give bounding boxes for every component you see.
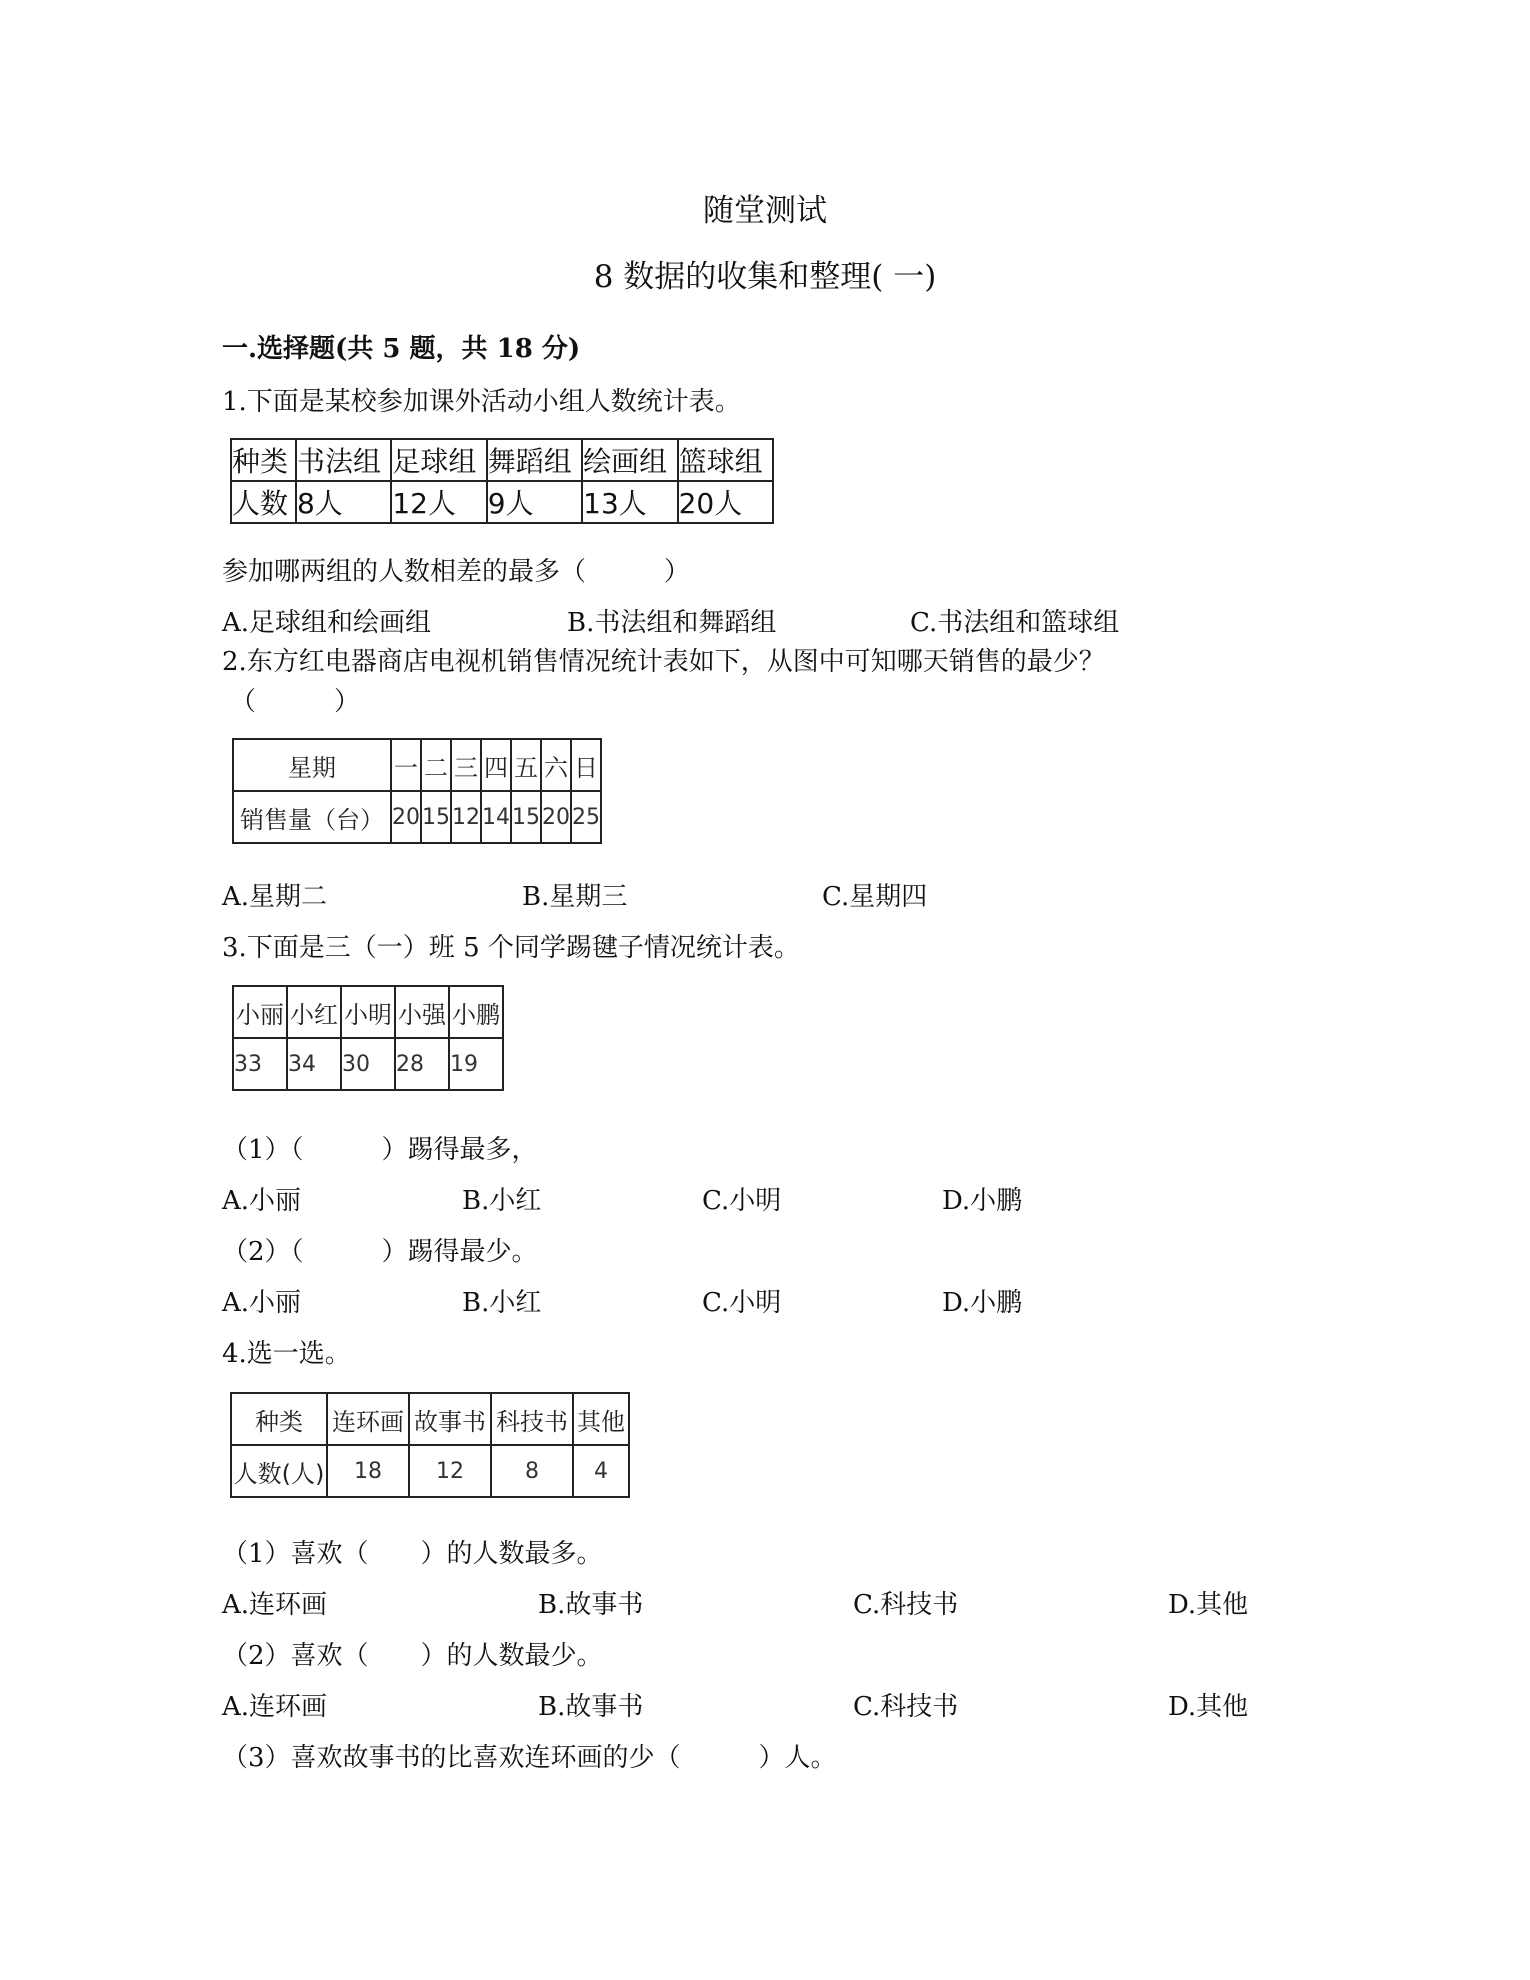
table-row [231,439,773,481]
table-row [231,1445,629,1497]
table-cell: 二 [421,739,451,791]
table-cell: 12人 [391,481,486,523]
table-cell: 28 [395,1038,449,1090]
table-cell: 种类 [231,1393,327,1445]
table-cell: 25 [571,791,601,843]
q4-stem: 4.选一选。 [222,1339,351,1369]
table-row [233,1038,503,1090]
table-cell: 舞蹈组 [487,439,582,481]
table-cell: 18 [327,1445,409,1497]
q3-sub2: （2）（ ）踢得最少。 [222,1237,538,1267]
q3-sub2-option-a: A.小丽 [222,1288,302,1318]
q1-option-b: B.书法组和舞蹈组 [567,608,777,638]
table-cell: 足球组 [391,439,486,481]
q3-sub2-option-d: D.小鹏 [942,1288,1023,1318]
table-cell: 12 [409,1445,491,1497]
table-cell: 20人 [678,481,773,523]
table-cell: 20 [541,791,571,843]
q2-stem-blank: （ ） [230,687,361,717]
table-cell: 8 [491,1445,573,1497]
table-cell: 小丽 [233,986,287,1038]
table-cell: 星期 [233,739,391,791]
q1-option-a: A.足球组和绘画组 [222,608,432,638]
table-cell: 8人 [296,481,391,523]
q4-sub2-option-d: D.其他 [1168,1692,1249,1722]
table-cell: 其他 [573,1393,629,1445]
table-cell: 连环画 [327,1393,409,1445]
q4-sub1: （1）喜欢（ ）的人数最多。 [222,1539,603,1569]
table-cell: 14 [481,791,511,843]
q3-stem: 3.下面是三（一）班 5 个同学踢毽子情况统计表。 [222,933,800,963]
table-cell: 小红 [287,986,341,1038]
table-row [231,1393,629,1445]
q4-sub1-option-d: D.其他 [1168,1590,1249,1620]
table-cell: 小鹏 [449,986,503,1038]
table-cell: 小明 [341,986,395,1038]
q2-stem: 2.东方红电器商店电视机销售情况统计表如下，从图中可知哪天销售的最少？ [222,647,1105,677]
q2-table [232,738,602,844]
table-cell: 科技书 [491,1393,573,1445]
q4-sub2-option-c: C.科技书 [853,1692,959,1722]
table-cell: 五 [511,739,541,791]
q2-option-a: A.星期二 [222,882,328,912]
table-cell: 4 [573,1445,629,1497]
q3-sub1-option-b: B.小红 [462,1186,542,1216]
table-cell: 30 [341,1038,395,1090]
table-cell: 故事书 [409,1393,491,1445]
q1-table [230,438,774,524]
table-cell: 三 [451,739,481,791]
table-cell: 六 [541,739,571,791]
q1-question: 参加哪两组的人数相差的最多（ ） [222,557,691,587]
table-cell: 15 [421,791,451,843]
q3-sub1: （1）（ ）踢得最多， [222,1135,538,1165]
table-row [233,986,503,1038]
q3-sub1-option-d: D.小鹏 [942,1186,1023,1216]
q4-sub1-option-c: C.科技书 [853,1590,959,1620]
table-row [233,791,601,843]
table-cell: 13人 [582,481,677,523]
q4-sub2: （2）喜欢（ ）的人数最少。 [222,1641,603,1671]
q2-option-c: C.星期四 [822,882,928,912]
table-cell: 人数(人) [231,1445,327,1497]
table-cell: 销售量（台） [233,791,391,843]
table-cell: 一 [391,739,421,791]
table-cell: 书法组 [296,439,391,481]
q3-table [232,985,504,1091]
table-cell: 人数 [231,481,296,523]
table-cell: 15 [511,791,541,843]
q3-sub2-option-b: B.小红 [462,1288,542,1318]
page-subtitle: 8 数据的收集和整理( 一) [593,259,937,295]
q1-stem: 1.下面是某校参加课外活动小组人数统计表。 [222,387,741,417]
q2-option-b: B.星期三 [522,882,628,912]
table-cell: 篮球组 [678,439,773,481]
q4-sub3: （3）喜欢故事书的比喜欢连环画的少（ ）人。 [222,1743,837,1773]
section-heading: 一.选择题(共 5 题，共 18 分) [222,334,581,364]
q3-sub1-option-a: A.小丽 [222,1186,302,1216]
q4-sub2-option-a: A.连环画 [222,1692,328,1722]
q4-sub1-option-a: A.连环画 [222,1590,328,1620]
table-row [231,481,773,523]
table-cell: 34 [287,1038,341,1090]
q3-sub1-option-c: C.小明 [702,1186,782,1216]
table-cell: 20 [391,791,421,843]
page-title: 随堂测试 [703,193,827,229]
table-row [233,739,601,791]
table-cell: 9人 [487,481,582,523]
table-cell: 种类 [231,439,296,481]
q1-option-c: C.书法组和篮球组 [910,608,1120,638]
q4-table [230,1392,630,1498]
q4-sub2-option-b: B.故事书 [538,1692,644,1722]
table-cell: 19 [449,1038,503,1090]
q3-sub2-option-c: C.小明 [702,1288,782,1318]
table-cell: 日 [571,739,601,791]
table-cell: 33 [233,1038,287,1090]
table-cell: 小强 [395,986,449,1038]
table-cell: 绘画组 [582,439,677,481]
q4-sub1-option-b: B.故事书 [538,1590,644,1620]
table-cell: 四 [481,739,511,791]
table-cell: 12 [451,791,481,843]
